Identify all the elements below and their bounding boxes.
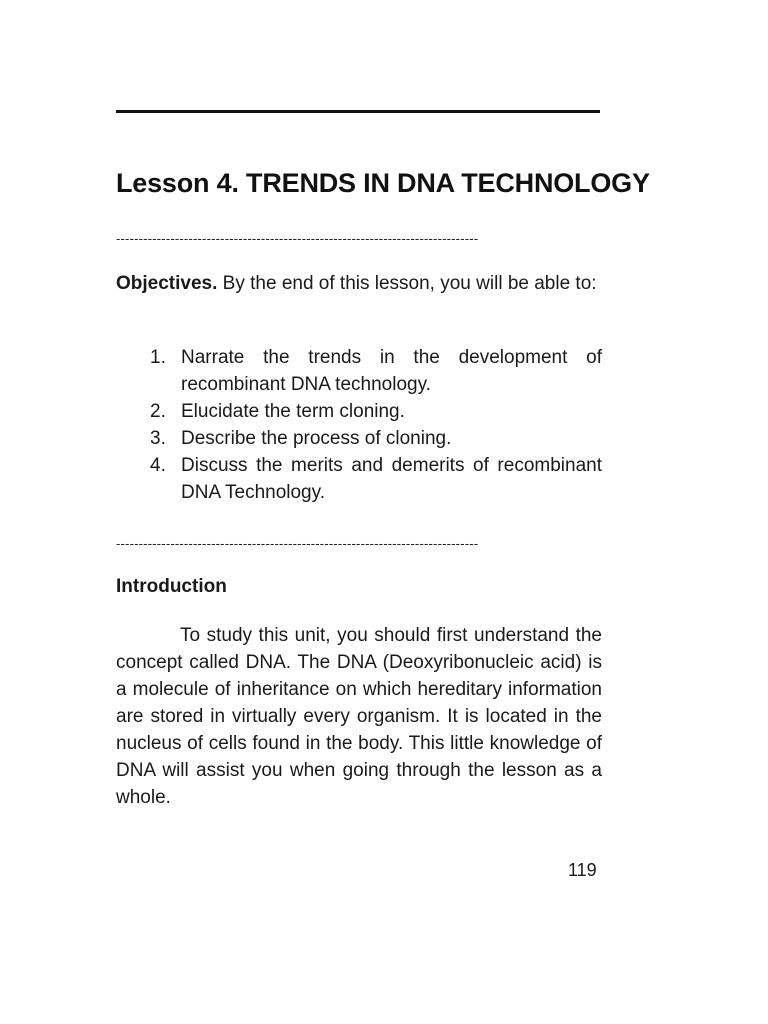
list-item [116,344,602,398]
lesson-title: Lesson 4. TRENDS IN DNA TECHNOLOGY [116,168,650,198]
dashed-separator-top: -------------------------------------------------------------------------------- [116,232,479,246]
page-number: 119 [568,860,597,880]
list-item-number: 2. [150,401,166,422]
list-item-number: 1. [150,347,166,368]
list-item-number: 3. [150,428,166,449]
objectives-text: By the end of this lesson, you will be able to: [217,273,597,294]
introduction-heading: Introduction [116,576,227,597]
introduction-paragraph: To study this unit, you should first understand the concept called DNA. The DNA (Deoxyribonucleic acid) is a molecule of inheritance on which hereditary information are stored in virtually every organism. It is located in the nucleus of cells found in the body. This little knowledge of DNA will assist you when going through the lesson as a whole. [116,625,602,808]
top-rule [116,110,600,113]
list-item-text: Narrate the trends in the development of recombinant DNA technology. [181,347,602,395]
dashed-separator-bottom: -------------------------------------------------------------------------------- [116,537,479,551]
list-item [116,425,602,452]
list-item-text: Discuss the merits and demerits of recombinant DNA Technology. [181,455,602,503]
list-item-number: 4. [150,455,166,476]
objectives-intro [116,271,602,297]
list-item-text: Describe the process of cloning. [181,428,452,449]
objectives-list [116,344,602,506]
objectives-label: Objectives. [116,273,218,294]
list-item [116,398,602,425]
list-item-text: Elucidate the term cloning. [181,401,405,422]
list-item [116,452,602,506]
